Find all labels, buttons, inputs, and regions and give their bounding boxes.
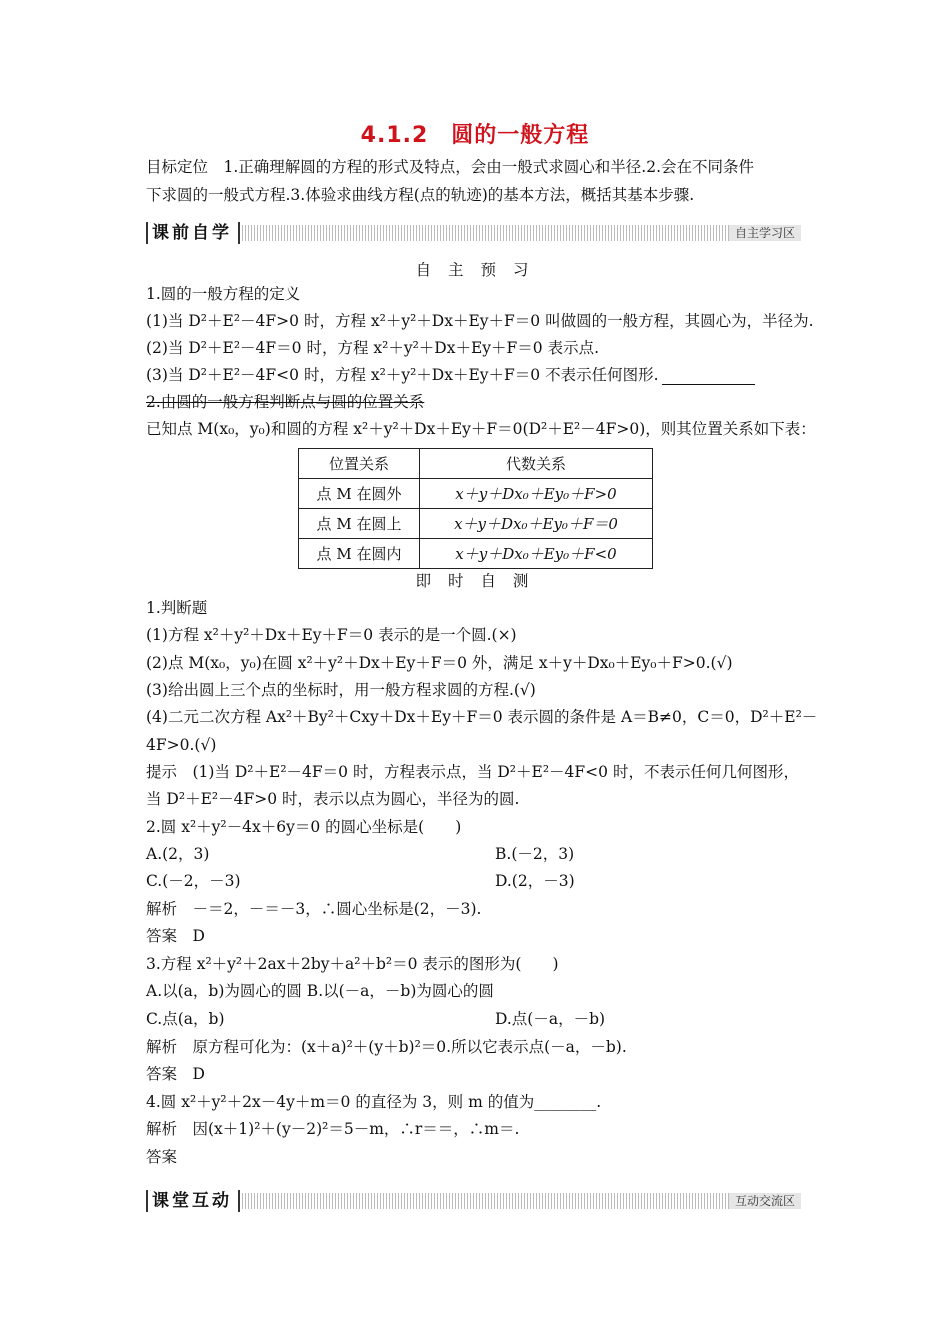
question-2-solution: 解析 －＝2，－＝－3，∴圆心坐标是(2，－3). bbox=[146, 900, 482, 918]
preview-heading-1: 1.圆的一般方程的定义 bbox=[146, 285, 301, 303]
question-1-item-4-line-2: 4F>0.(√) bbox=[146, 736, 217, 754]
question-3-answer: 答案 D bbox=[146, 1065, 205, 1083]
question-2-option-c: C.(－2，－3) bbox=[146, 872, 241, 890]
objectives-line-1: 目标定位 1.正确理解圆的方程的形式及特点，会由一般式求圆心和半径.2.会在不同条件 bbox=[146, 158, 755, 176]
question-1-item-2: (2)点 M(x₀，y₀)在圆 x²＋y²＋Dx＋Ey＋F＝0 外，满足 x＋y＋Dx₀＋Ey₀＋F>0.(√) bbox=[146, 654, 733, 672]
question-3-options-ab: A.以(a，b)为圆心的圆 B.以(－a，－b)为圆心的圆 bbox=[146, 982, 494, 1000]
hint-line-1: 提示 (1)当 D²＋E²－4F＝0 时，方程表示点，当 D²＋E²－4F<0 时，不表示任何几何图形， bbox=[146, 763, 799, 781]
table-header-row bbox=[299, 449, 653, 479]
question-3: 3.方程 x²＋y²＋2ax＋2by＋a²＋b²＝0 表示的图形为( ) bbox=[146, 955, 559, 973]
section-bar-self-study bbox=[146, 222, 801, 244]
question-4-answer: 答案 bbox=[146, 1148, 178, 1166]
section-bar-hatch bbox=[242, 225, 801, 241]
question-1: 1.判断题 bbox=[146, 599, 208, 617]
question-2: 2.圆 x²＋y²－4x＋6y＝0 的圆心坐标是( ) bbox=[146, 818, 462, 836]
preview-item-1: (1)当 D²＋E²－4F>0 时，方程 x²＋y²＋Dx＋Ey＋F＝0 叫做圆的一般方程，其圆心为，半径为. bbox=[146, 312, 814, 330]
question-2-answer: 答案 D bbox=[146, 927, 205, 945]
table-row bbox=[299, 539, 653, 569]
section-bar-hatch bbox=[242, 1193, 801, 1209]
table-row bbox=[299, 509, 653, 539]
section-bar-classroom bbox=[146, 1190, 801, 1212]
answer-blank-line bbox=[662, 384, 755, 385]
question-2-option-d: D.(2，－3) bbox=[495, 872, 575, 890]
question-3-option-c: C.点(a，b) bbox=[146, 1010, 225, 1028]
page-title: 4.1.2 圆的一般方程 bbox=[360, 123, 590, 148]
question-1-item-3: (3)给出圆上三个点的坐标时，用一般方程求圆的方程.(√) bbox=[146, 681, 536, 699]
table-header-cell: 位置关系 bbox=[299, 449, 420, 479]
preview-item-2: (2)当 D²＋E²－4F＝0 时，方程 x²＋y²＋Dx＋Ey＋F＝0 表示点. bbox=[146, 339, 600, 357]
objectives-line-2: 下求圆的一般式方程.3.体验求曲线方程(点的轨迹)的基本方法，概括其基本步骤. bbox=[146, 186, 695, 204]
table-cell: x＋y＋Dx₀＋Ey₀＋F<0 bbox=[420, 539, 653, 569]
table-row bbox=[299, 479, 653, 509]
question-1-item-1: (1)方程 x²＋y²＋Dx＋Ey＋F＝0 表示的是一个圆.(×) bbox=[146, 626, 517, 644]
question-1-item-4-line-1: (4)二元二次方程 Ax²＋By²＋Cxy＋Dx＋Ey＋F＝0 表示圆的条件是 A＝B≠0，C＝0，D²＋E²－ bbox=[146, 708, 818, 726]
section-label: 课堂互动 bbox=[146, 1190, 240, 1212]
question-3-solution: 解析 原方程可化为：(x＋a)²＋(y＋b)²＝0.所以它表示点(－a，－b). bbox=[146, 1038, 627, 1056]
table-cell: x＋y＋Dx₀＋Ey₀＋F＝0 bbox=[420, 509, 653, 539]
section-tag: 互动交流区 bbox=[729, 1193, 801, 1209]
question-4: 4.圆 x²＋y²＋2x－4y＋m＝0 的直径为 3，则 m 的值为________. bbox=[146, 1093, 602, 1111]
table-cell: x＋y＋Dx₀＋Ey₀＋F>0 bbox=[420, 479, 653, 509]
table-cell: 点 M 在圆上 bbox=[299, 509, 420, 539]
preview-heading-2: 2.由圆的一般方程判断点与圆的位置关系 bbox=[146, 393, 425, 411]
table-cell: 点 M 在圆内 bbox=[299, 539, 420, 569]
hint-line-2: 当 D²＋E²－4F>0 时，表示以点为圆心，半径为的圆. bbox=[146, 790, 520, 808]
table-cell: 点 M 在圆外 bbox=[299, 479, 420, 509]
section-label: 课前自学 bbox=[146, 222, 240, 244]
preview-item-3: (3)当 D²＋E²－4F<0 时，方程 x²＋y²＋Dx＋Ey＋F＝0 不表示任何图形. bbox=[146, 366, 659, 384]
question-3-option-d: D.点(－a，－b) bbox=[495, 1010, 606, 1028]
question-2-option-a: A.(2，3) bbox=[146, 845, 210, 863]
preview-heading: 自 主 预 习 bbox=[415, 261, 535, 279]
preview-item-4: 已知点 M(x₀，y₀)和圆的方程 x²＋y²＋Dx＋Ey＋F＝0(D²＋E²－4F>0)，则其位置关系如下表： bbox=[146, 420, 816, 438]
question-2-option-b: B.(－2，3) bbox=[495, 845, 575, 863]
table-header-cell: 代数关系 bbox=[420, 449, 653, 479]
section-tag: 自主学习区 bbox=[729, 225, 801, 241]
test-heading: 即 时 自 测 bbox=[415, 572, 535, 590]
question-4-solution: 解析 因(x＋1)²＋(y－2)²＝5－m，∴r＝＝，∴m＝. bbox=[146, 1120, 520, 1138]
position-relation-table bbox=[298, 448, 653, 569]
